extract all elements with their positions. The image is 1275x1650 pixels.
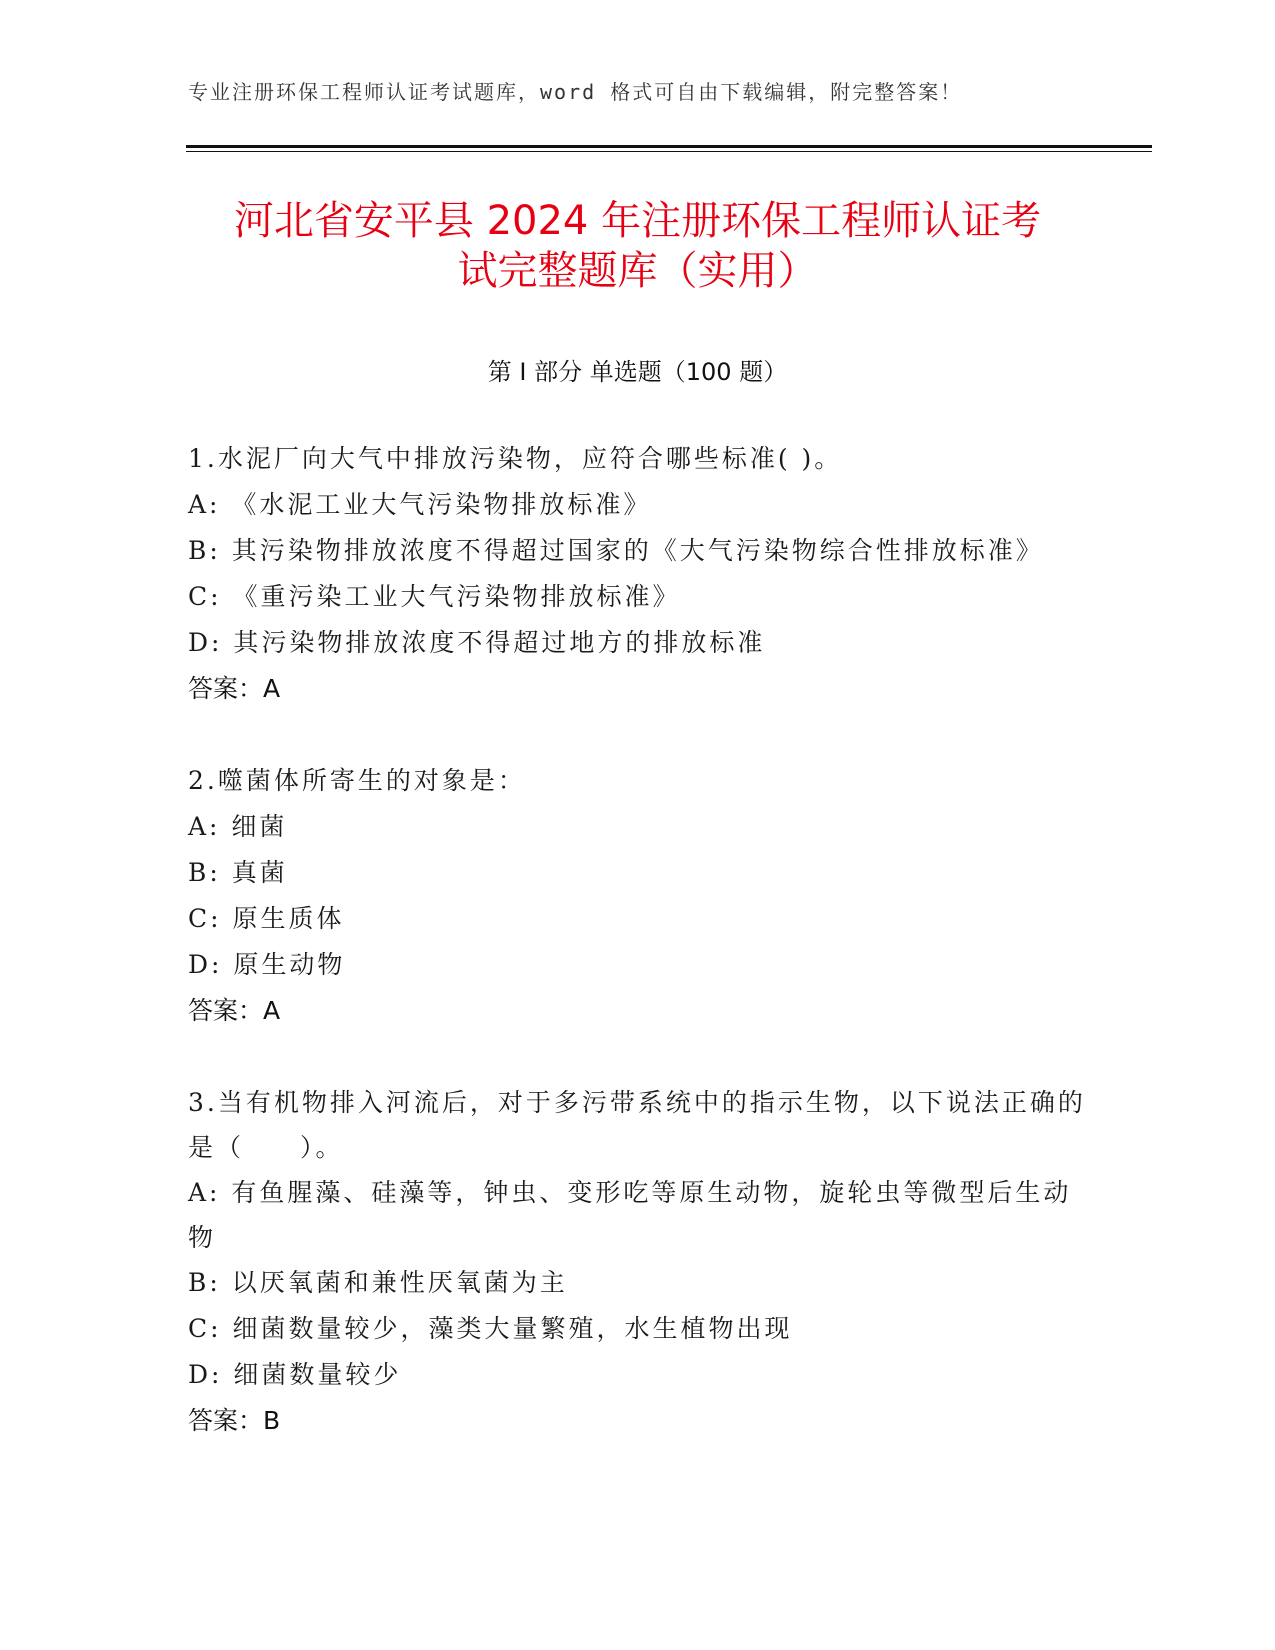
option-a: A: 细菌	[188, 812, 288, 841]
document-title-line-2: 试完整题库（实用）	[457, 248, 818, 294]
document-title-line-1: 河北省安平县 2024 年注册环保工程师认证考	[233, 198, 1042, 244]
option-a: A: 有鱼腥藻、硅藻等，钟虫、变形吃等原生动物，旋轮虫等微型后生动物	[188, 1178, 1072, 1252]
option-c: C: 细菌数量较少，藻类大量繁殖，水生植物出现	[188, 1314, 793, 1343]
section-heading: 第 I 部分 单选题（100 题）	[487, 358, 788, 386]
option-b: B: 以厌氧菌和兼性厌氧菌为主	[188, 1268, 568, 1297]
question-stem: 2.噬菌体所寄生的对象是：	[188, 766, 526, 795]
question-1	[188, 436, 1088, 712]
question-2	[188, 758, 1088, 1034]
header-note: 专业注册环保工程师认证考试题库，word 格式可自由下载编辑，附完整答案！	[188, 80, 963, 104]
answer: 答案：B	[188, 1406, 281, 1435]
header-divider-thick	[186, 145, 1152, 148]
option-b: B: 其污染物排放浓度不得超过国家的《大气污染物综合性排放标准》	[188, 536, 1044, 565]
option-d: D: 原生动物	[188, 950, 346, 979]
document-title	[150, 196, 1125, 296]
answer: 答案：A	[188, 996, 281, 1025]
question-list	[188, 436, 1088, 1490]
option-b: B: 真菌	[188, 858, 288, 887]
option-c: C: 《重污染工业大气污染物排放标准》	[188, 582, 681, 611]
option-d: D: 细菌数量较少	[188, 1360, 402, 1389]
header-divider-thin	[186, 151, 1152, 152]
question-stem: 3.当有机物排入河流后，对于多污带系统中的指示生物，以下说法正确的是（ ）。	[188, 1088, 1086, 1162]
answer: 答案：A	[188, 674, 281, 703]
question-3	[188, 1080, 1088, 1444]
option-d: D: 其污染物排放浓度不得超过地方的排放标准	[188, 628, 766, 657]
option-c: C: 原生质体	[188, 904, 345, 933]
question-stem: 1.水泥厂向大气中排放污染物，应符合哪些标准( )。	[188, 444, 843, 473]
option-a: A: 《水泥工业大气污染物排放标准》	[188, 490, 652, 519]
